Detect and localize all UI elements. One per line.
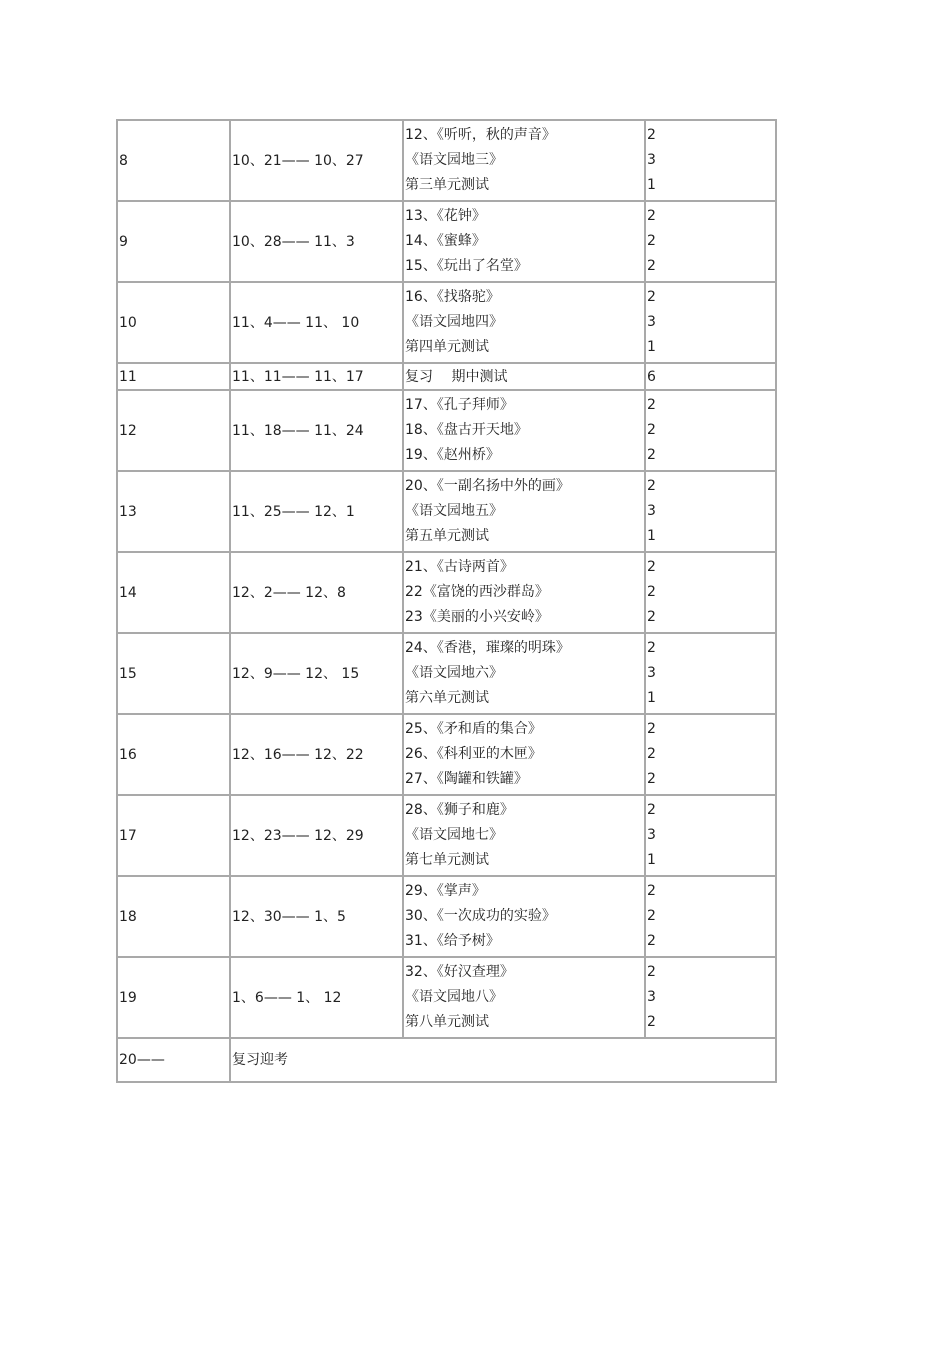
hours-line: 2 (647, 478, 656, 494)
lesson-line: 29、《掌声》 (405, 883, 486, 899)
hours-cell (645, 471, 776, 552)
hours-line: 3 (647, 152, 656, 168)
lessons-cell (403, 714, 645, 795)
table-row (117, 282, 776, 363)
lesson-line: 30、《一次成功的实验》 (405, 908, 556, 924)
hours-line: 1 (647, 528, 656, 544)
lesson-line: 15、《玩出了名堂》 (405, 258, 528, 274)
table-row (117, 714, 776, 795)
hours-line: 2 (647, 397, 656, 413)
lesson-line: 复习 期中测试 (405, 368, 508, 385)
lesson-line: 23《美丽的小兴安岭》 (405, 609, 549, 625)
lessons-cell (403, 282, 645, 363)
hours-cell (645, 552, 776, 633)
hours-line: 2 (647, 908, 656, 924)
hours-line: 1 (647, 177, 656, 193)
hours-line: 2 (647, 964, 656, 980)
lessons-cell (403, 363, 645, 390)
lesson-line: 32、《好汉查理》 (405, 964, 514, 980)
hours-line: 1 (647, 690, 656, 706)
table-row (117, 957, 776, 1038)
lesson-line: 第六单元测试 (405, 690, 489, 706)
review-cell: 复习迎考 (230, 1038, 776, 1082)
lessons-cell (403, 201, 645, 282)
lessons-cell (403, 795, 645, 876)
hours-line: 2 (647, 883, 656, 899)
lesson-line: 12、《听听，秋的声音》 (405, 127, 556, 143)
hours-line: 6 (647, 368, 656, 385)
table-row-final (117, 1038, 776, 1082)
hours-cell (645, 120, 776, 201)
lesson-line: 19、《赵州桥》 (405, 447, 500, 463)
lessons-cell (403, 957, 645, 1038)
table-row (117, 471, 776, 552)
date-range-cell: 10、28—— 11、3 (230, 201, 403, 282)
lesson-line: 第七单元测试 (405, 852, 489, 868)
lesson-line: 31、《给予树》 (405, 933, 500, 949)
hours-line: 2 (647, 802, 656, 818)
lesson-line: 25、《矛和盾的集合》 (405, 721, 542, 737)
table-row (117, 363, 776, 390)
hours-cell (645, 633, 776, 714)
schedule-body (117, 120, 776, 1082)
hours-line: 2 (647, 422, 656, 438)
lesson-line: 14、《蜜蜂》 (405, 233, 486, 249)
week-cell: 18 (117, 876, 230, 957)
week-cell: 20—— (117, 1038, 230, 1082)
week-cell: 10 (117, 282, 230, 363)
week-cell: 14 (117, 552, 230, 633)
table-row (117, 795, 776, 876)
hours-line: 2 (647, 721, 656, 737)
lesson-line: 21、《古诗两首》 (405, 559, 514, 575)
lessons-cell (403, 633, 645, 714)
hours-line: 3 (647, 503, 656, 519)
lesson-line: 17、《孔子拜师》 (405, 397, 514, 413)
hours-line: 3 (647, 989, 656, 1005)
week-cell: 12 (117, 390, 230, 471)
hours-line: 2 (647, 127, 656, 143)
hours-line: 2 (647, 1014, 656, 1030)
hours-cell (645, 390, 776, 471)
schedule-table (116, 119, 777, 1083)
date-range-cell: 12、9—— 12、 15 (230, 633, 403, 714)
date-range-cell: 12、2—— 12、8 (230, 552, 403, 633)
week-cell: 11 (117, 363, 230, 390)
table-row (117, 390, 776, 471)
hours-cell (645, 876, 776, 957)
lesson-line: 18、《盘古开天地》 (405, 422, 528, 438)
lesson-line: 第八单元测试 (405, 1014, 489, 1030)
week-cell: 9 (117, 201, 230, 282)
lessons-cell (403, 120, 645, 201)
lesson-line: 27、《陶罐和铁罐》 (405, 771, 528, 787)
date-range-cell: 1、6—— 1、 12 (230, 957, 403, 1038)
hours-cell (645, 201, 776, 282)
date-range-cell: 11、25—— 12、1 (230, 471, 403, 552)
week-cell: 13 (117, 471, 230, 552)
date-range-cell: 10、21—— 10、27 (230, 120, 403, 201)
lesson-line: 《语文园地四》 (405, 314, 503, 330)
hours-line: 2 (647, 609, 656, 625)
table-row (117, 876, 776, 957)
hours-line: 2 (647, 584, 656, 600)
hours-line: 3 (647, 827, 656, 843)
lesson-line: 22《富饶的西沙群岛》 (405, 584, 549, 600)
lesson-line: 20、《一副名扬中外的画》 (405, 478, 570, 494)
hours-line: 3 (647, 314, 656, 330)
date-range-cell: 11、18—— 11、24 (230, 390, 403, 471)
hours-line: 2 (647, 933, 656, 949)
lesson-line: 第三单元测试 (405, 177, 489, 193)
hours-line: 2 (647, 258, 656, 274)
lesson-line: 13、《花钟》 (405, 208, 486, 224)
lesson-line: 16、《找骆驼》 (405, 289, 500, 305)
table-row (117, 633, 776, 714)
week-cell: 16 (117, 714, 230, 795)
hours-line: 2 (647, 771, 656, 787)
lesson-line: 《语文园地三》 (405, 152, 503, 168)
date-range-cell: 12、23—— 12、29 (230, 795, 403, 876)
lesson-line: 第四单元测试 (405, 339, 489, 355)
week-cell: 17 (117, 795, 230, 876)
lessons-cell (403, 471, 645, 552)
lesson-line: 《语文园地五》 (405, 503, 503, 519)
hours-line: 1 (647, 852, 656, 868)
hours-cell (645, 957, 776, 1038)
lesson-line: 26、《科利亚的木匣》 (405, 746, 542, 762)
hours-line: 2 (647, 746, 656, 762)
lesson-line: 《语文园地六》 (405, 665, 503, 681)
lessons-cell (403, 876, 645, 957)
hours-line: 1 (647, 339, 656, 355)
table-row (117, 552, 776, 633)
week-cell: 19 (117, 957, 230, 1038)
week-cell: 8 (117, 120, 230, 201)
lesson-line: 28、《狮子和鹿》 (405, 802, 514, 818)
date-range-cell: 11、11—— 11、17 (230, 363, 403, 390)
table-row (117, 120, 776, 201)
hours-line: 3 (647, 665, 656, 681)
lesson-line: 《语文园地七》 (405, 827, 503, 843)
lesson-line: 第五单元测试 (405, 528, 489, 544)
hours-cell (645, 795, 776, 876)
hours-line: 2 (647, 208, 656, 224)
hours-line: 2 (647, 233, 656, 249)
lessons-cell (403, 390, 645, 471)
lessons-cell (403, 552, 645, 633)
hours-line: 2 (647, 640, 656, 656)
date-range-cell: 12、16—— 12、22 (230, 714, 403, 795)
hours-cell (645, 714, 776, 795)
date-range-cell: 12、30—— 1、5 (230, 876, 403, 957)
lesson-line: 《语文园地八》 (405, 989, 503, 1005)
hours-line: 2 (647, 447, 656, 463)
hours-line: 2 (647, 289, 656, 305)
table-row (117, 201, 776, 282)
hours-cell (645, 363, 776, 390)
hours-cell (645, 282, 776, 363)
week-cell: 15 (117, 633, 230, 714)
lesson-line: 24、《香港，璀璨的明珠》 (405, 640, 570, 656)
hours-line: 2 (647, 559, 656, 575)
date-range-cell: 11、4—— 11、 10 (230, 282, 403, 363)
